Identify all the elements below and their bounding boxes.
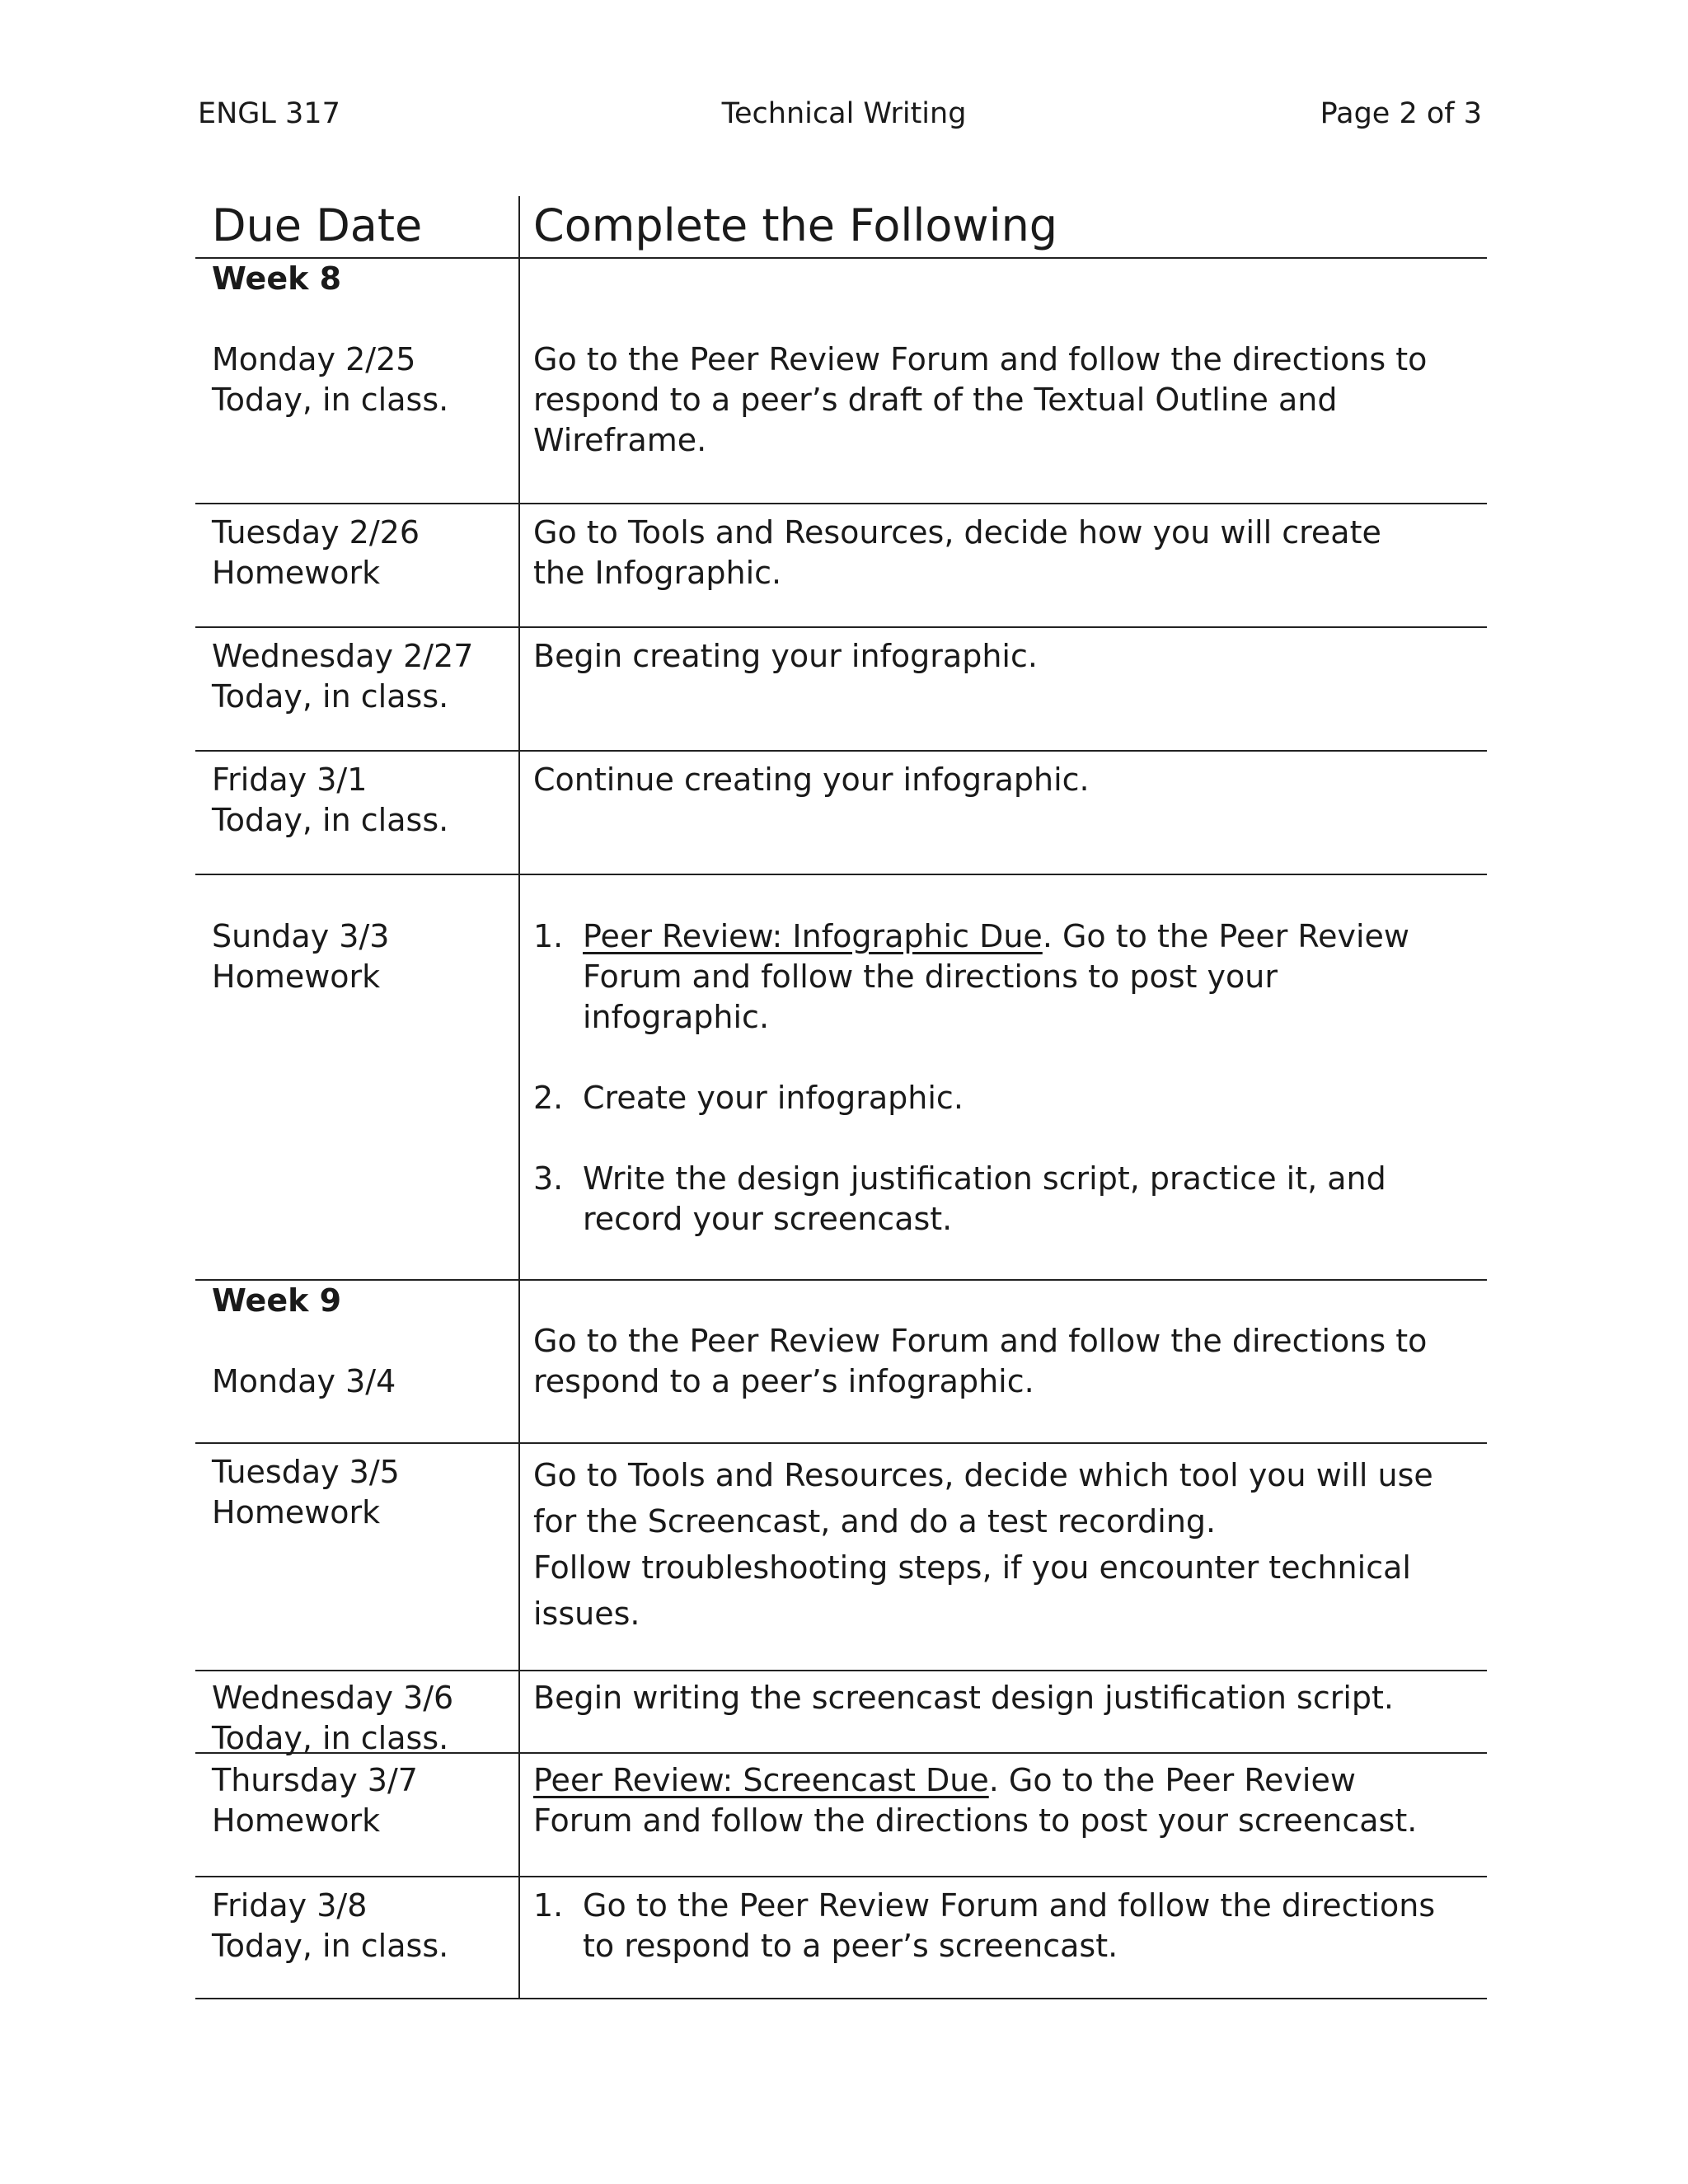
task-text: Wireframe.	[533, 422, 707, 458]
table-row	[195, 752, 1487, 875]
due-date: Thursday 3/7	[212, 1762, 418, 1798]
table-row	[195, 259, 1487, 504]
due-context: Today, in class.	[212, 1720, 449, 1756]
due-context: Today, in class.	[212, 382, 449, 418]
due-context: Today, in class.	[212, 802, 449, 838]
table-row	[195, 1877, 1487, 1999]
screencast-due-link[interactable]: Peer Review: Screencast Due	[533, 1762, 989, 1798]
task-text: Write the design justification script, practice it, and	[583, 1160, 1386, 1197]
header-title: Technical Writing	[721, 97, 967, 130]
week-label: Week 9	[212, 1282, 342, 1319]
list-item	[533, 1078, 1473, 1118]
table-header-row	[195, 196, 1487, 259]
list-number: 3.	[533, 1160, 564, 1197]
task-text: Go to the Peer Review Forum and follow the directions	[583, 1887, 1436, 1924]
table-row	[195, 1444, 1487, 1671]
task-text: Follow troubleshooting steps, if you encounter technical	[533, 1549, 1411, 1586]
task-text: respond to a peer’s draft of the Textual Outline and	[533, 382, 1338, 418]
due-date: Wednesday 3/6	[212, 1680, 454, 1716]
list-number: 1.	[533, 918, 564, 954]
task-text: Begin creating your infographic.	[533, 638, 1038, 674]
task-text: Go to Tools and Resources, decide which tool you will use	[533, 1457, 1433, 1493]
task-text: Go to Tools and Resources, decide how you will create	[533, 514, 1381, 551]
table-row	[195, 1754, 1487, 1877]
table-row	[195, 1281, 1487, 1444]
task-text: infographic.	[583, 999, 770, 1035]
due-context: Today, in class.	[212, 1928, 449, 1964]
header-page-number: Page 2 of 3	[1320, 97, 1482, 130]
task-text: . Go to the Peer Review	[1042, 918, 1410, 954]
task-text: record your screencast.	[583, 1201, 953, 1237]
due-date: Tuesday 3/5	[212, 1454, 400, 1490]
task-text: Continue creating your infographic.	[533, 762, 1090, 798]
task-text: the Infographic.	[533, 555, 782, 591]
task-text: Forum and follow the directions to post your screencast.	[533, 1802, 1418, 1839]
infographic-due-link[interactable]: Peer Review: Infographic Due	[583, 918, 1043, 954]
list-item	[533, 1159, 1473, 1240]
task-text: issues.	[533, 1596, 640, 1632]
due-context: Homework	[212, 958, 381, 995]
due-date: Monday 3/4	[212, 1363, 396, 1399]
task-text: Go to the Peer Review Forum and follow the directions to	[533, 341, 1428, 377]
task-text: for the Screencast, and do a test recording.	[533, 1503, 1217, 1540]
due-context: Today, in class.	[212, 678, 449, 715]
due-date: Sunday 3/3	[212, 918, 390, 954]
task-text: Forum and follow the directions to post your	[583, 958, 1278, 995]
table-row	[195, 1671, 1487, 1754]
header-course: ENGL 317	[198, 97, 340, 130]
due-date: Tuesday 2/26	[212, 514, 420, 551]
task-text: . Go to the Peer Review	[988, 1762, 1356, 1798]
list-item	[533, 1886, 1473, 1966]
table-row	[195, 504, 1487, 628]
list-item	[533, 916, 1473, 1038]
task-text: Begin writing the screencast design justification script.	[533, 1680, 1394, 1716]
due-context: Homework	[212, 555, 381, 591]
list-number: 2.	[533, 1080, 564, 1116]
due-date: Wednesday 2/27	[212, 638, 474, 674]
due-context: Homework	[212, 1802, 381, 1839]
task-text: Go to the Peer Review Forum and follow the directions to	[533, 1323, 1428, 1359]
task-text: to respond to a peer’s screencast.	[583, 1928, 1118, 1964]
table-row	[195, 628, 1487, 752]
complete-heading: Complete the Following	[533, 199, 1058, 251]
task-text: respond to a peer’s infographic.	[533, 1363, 1034, 1399]
due-date: Friday 3/1	[212, 762, 368, 798]
task-text: Create your infographic.	[583, 1080, 964, 1116]
week-label: Week 8	[212, 260, 342, 297]
list-number: 1.	[533, 1887, 564, 1924]
due-context: Homework	[212, 1494, 381, 1530]
due-date-heading: Due Date	[212, 199, 423, 251]
table-row	[195, 875, 1487, 1281]
due-date: Friday 3/8	[212, 1887, 368, 1924]
due-date: Monday 2/25	[212, 341, 416, 377]
